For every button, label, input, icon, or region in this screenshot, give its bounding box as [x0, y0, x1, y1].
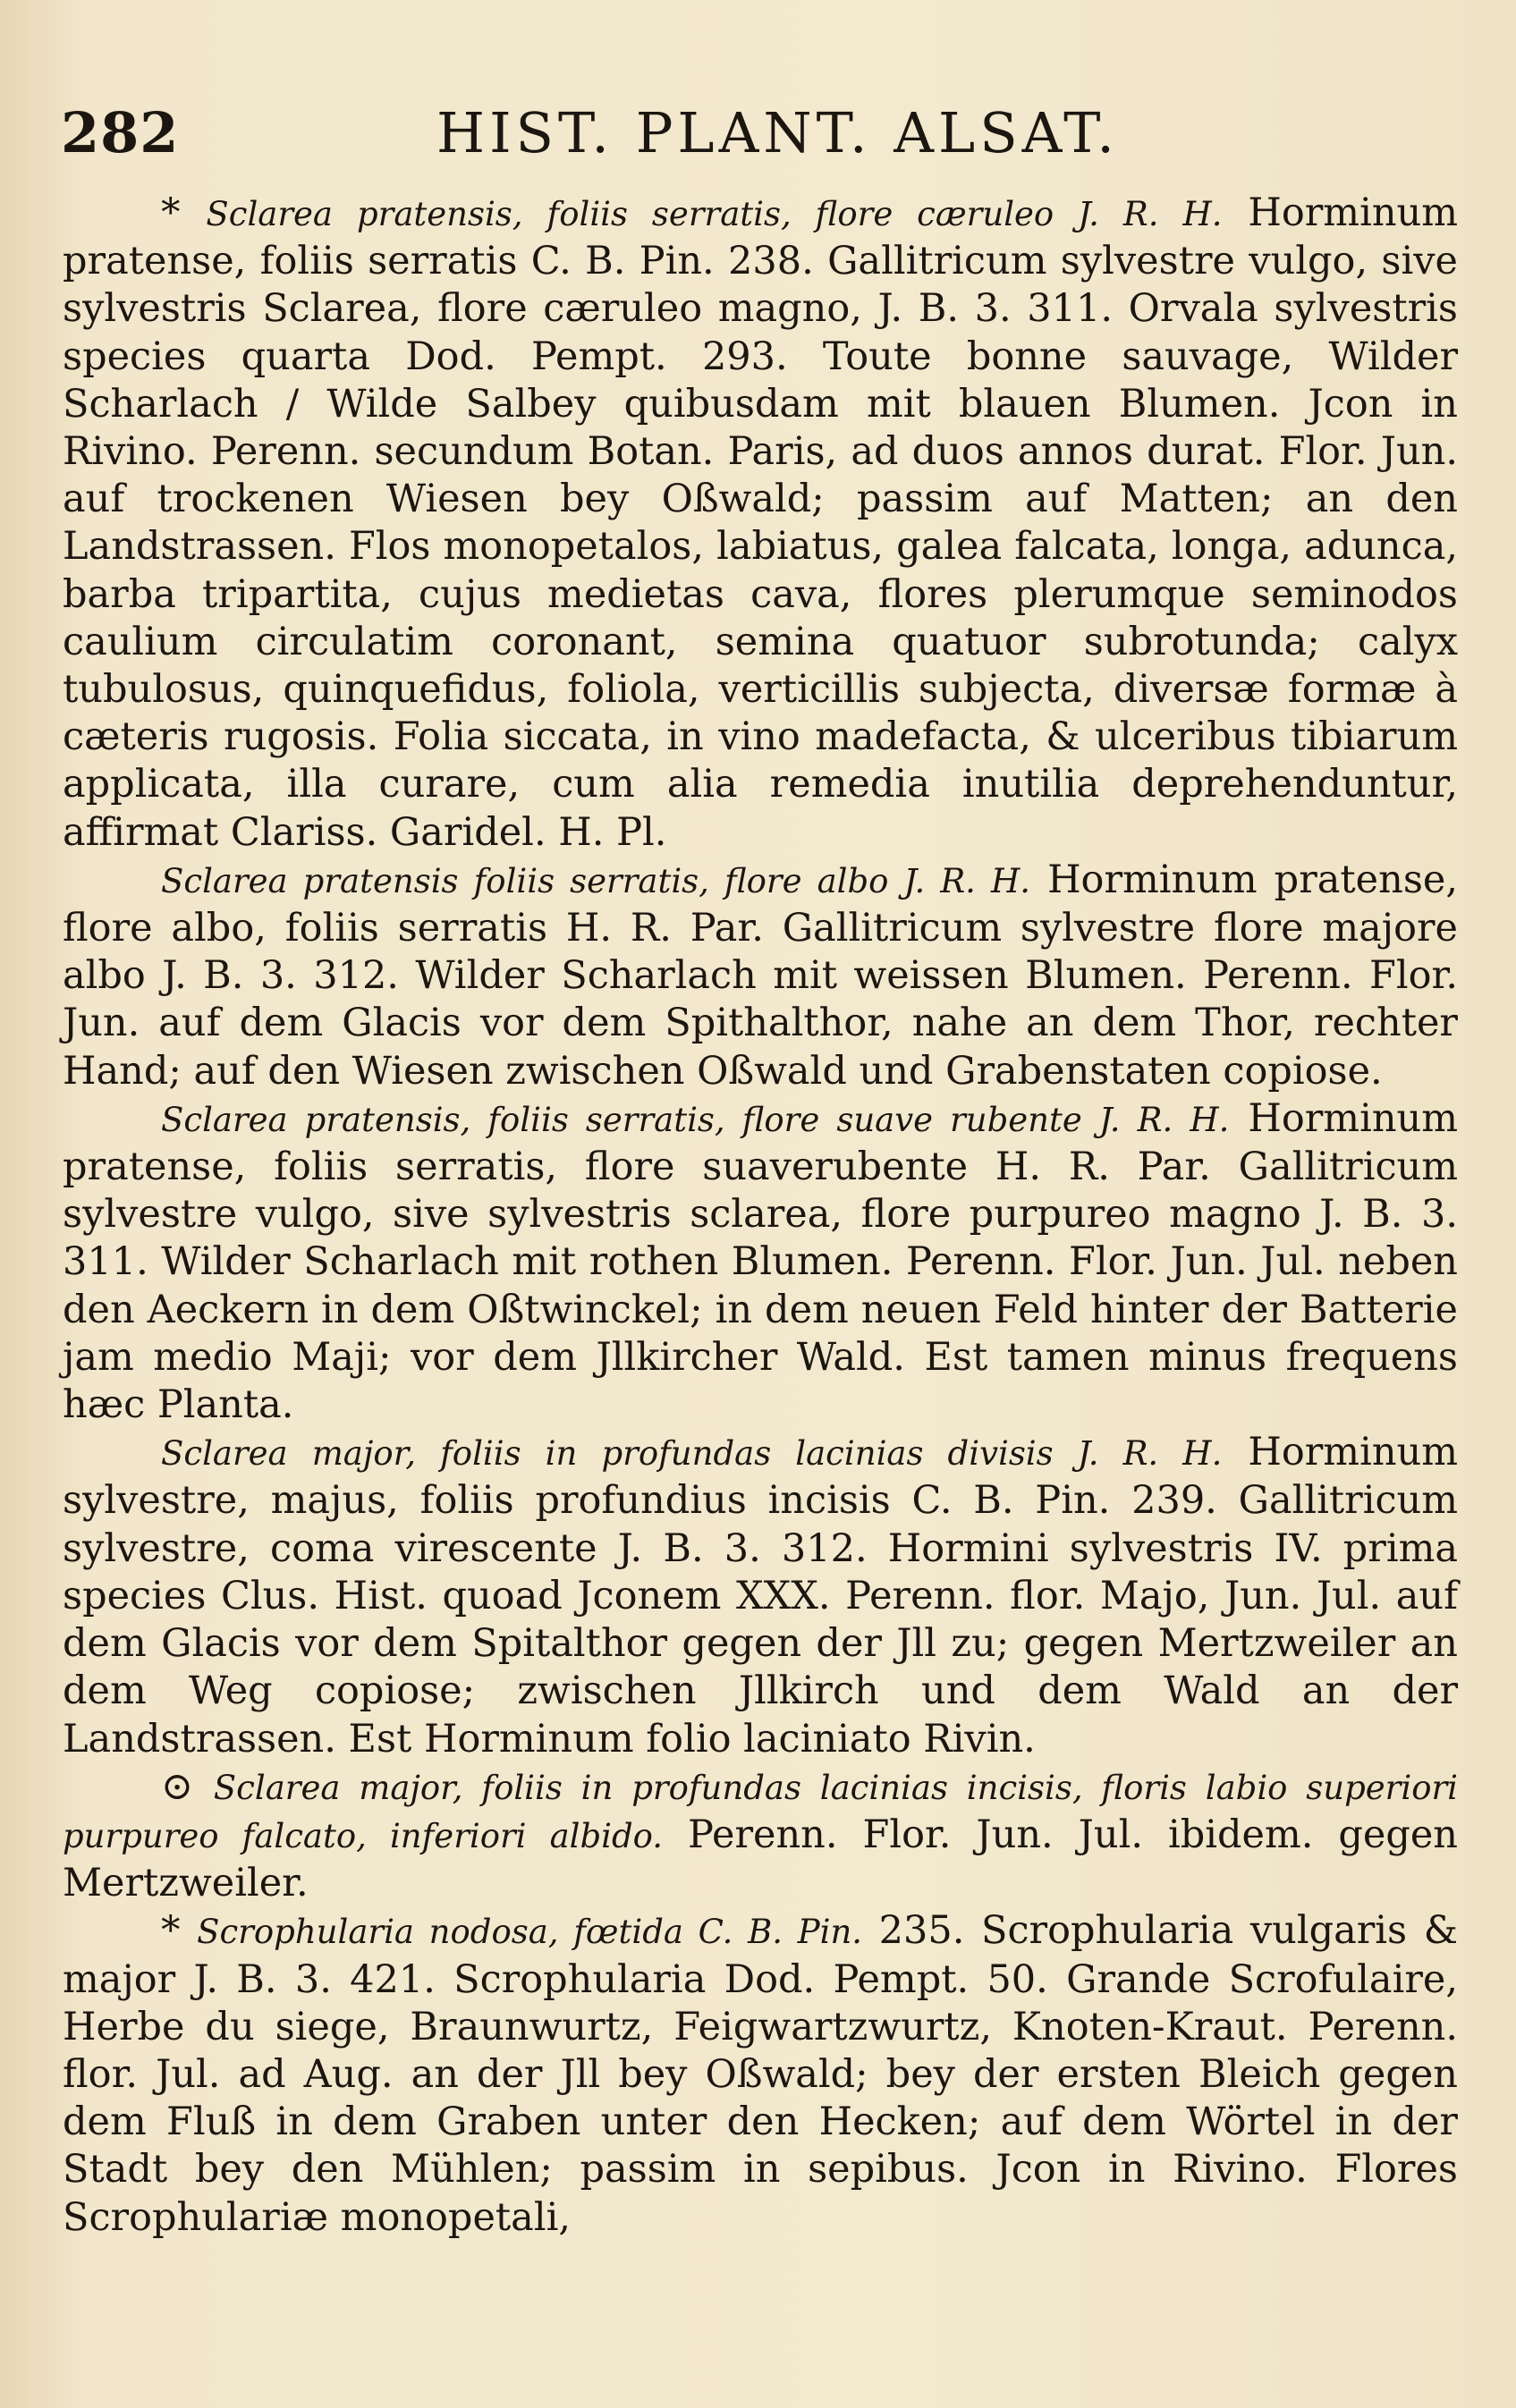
entry-text: 235. Scrophularia vulgaris & major J. B. 3. 421. Scrophularia Dod. Pempt. 50. Grande Scrofulaire, Herbe du siege, Braunwurtz, Feigwartzwurtz, Knoten-Kraut. Perenn. flor. Jul. ad Aug. an der Jll bey Oßwald; bey der ersten Bleich gegen dem Fluß in dem Graben unter den Hecken; auf dem Wörtel in der Stadt bey den Mühlen; passim in sepibus. Jcon in Rivino. Flores Scrophulariæ monopetali, [63, 1908, 1459, 2240]
page-number: 282 [61, 100, 180, 165]
entry-text: Horminum pratense, foliis serratis, flore suaverubente H. R. Par. Gallitricum sylvestre vulgo, sive sylvestris sclarea, flore purpureo magno J. B. 3. 311. Wilder Scharlach mit rothen Blumen. Perenn. Flor. Jun. Jul. neben den Aeckern in dem Oßtwinckel; in dem neuen Feld hinter der Batterie jam medio Maji; vor dem Jllkircher Wald. Est tamen minus frequens hæc Planta. [63, 1095, 1458, 1428]
entry-name: Sclarea pratensis, foliis serratis, flore suave rubente J. R. H. [161, 1100, 1230, 1139]
entry-scrophularia-nodosa [63, 1907, 1458, 2241]
entry-symbol: ⊙ [161, 1763, 194, 1809]
page-header [61, 100, 1444, 181]
entry-symbol: * [161, 190, 181, 235]
entry-name: Sclarea major, foliis in profundas lacinias incisis, floris labio superiori purpureo falcato, inferiori albido. [63, 1768, 1458, 1855]
entry-name: Sclarea pratensis foliis serratis, flore albo J. R. H. [161, 861, 1031, 900]
running-title: HIST. PLANT. ALSAT. [436, 100, 1120, 165]
entry-sclarea-pratensis-caeruleo [63, 190, 1458, 857]
entry-symbol: * [161, 1908, 181, 1954]
entry-sclarea-major-incisis [63, 1763, 1458, 1908]
entry-text: Horminum pratense, foliis serratis C. B. Pin. 238. Gallitricum sylvestre vulgo, sive sylvestris Sclarea, flore cæruleo magno, J. B. 3. 311. Orvala sylvestris species quarta Dod. Pempt. 293. Toute bonne sauvage, Wilder Scharlach / Wilde Salbey quibusdam mit blauen Blumen. Jcon in Rivino. Perenn. secundum Botan. Paris, ad duos annos durat. Flor. Jun. auf trockenen Wiesen bey Oßwald; passim auf Matten; an den Landstrassen. Flos monopetalos, labiatus, galea falcata, longa, adunca, barba tripartita, cujus medietas cava, flores plerumque seminodos caulium circulatim coronant, semina quatuor subrotunda; calyx tubulosus, quinquefidus, foliola, verticillis subjecta, diversæ formæ à cæteris rugosis. Folia siccata, in vino madefacta, & ulceribus tibiarum applicata, illa curare, cum alia remedia inutilia deprehenduntur, affirmat Clariss. Garidel. H. Pl. [63, 190, 1458, 855]
entry-sclarea-pratensis-albo [63, 857, 1458, 1095]
entry-sclarea-major-divisis [63, 1429, 1458, 1762]
entry-text: Horminum sylvestre, majus, foliis profundius incisis C. B. Pin. 239. Gallitricum sylvestre, coma virescente J. B. 3. 312. Hormini sylvestris IV. prima species Clus. Hist. quoad Jconem XXX. Perenn. flor. Majo, Jun. Jul. auf dem Glacis vor dem Spitalthor gegen der Jll zu; gegen Mertzweiler an dem Weg copiose; zwischen Jllkirch und dem Wald an der Landstrassen. Est Horminum folio laciniato Rivin. [63, 1430, 1458, 1762]
entry-name: Sclarea major, foliis in profundas lacinias divisis J. R. H. [161, 1434, 1223, 1474]
body-text [63, 190, 1458, 2242]
entry-sclarea-pratensis-rubente [63, 1095, 1458, 1429]
entry-text: Perenn. Flor. Jun. Jul. ibidem. gegen Mertzweiler. [63, 1812, 1459, 1906]
entry-name: Sclarea pratensis, foliis serratis, flore cæruleo J. R. H. [206, 195, 1223, 233]
entry-text: Horminum pratense, flore albo, foliis serratis H. R. Par. Gallitricum sylvestre flore majore albo J. B. 3. 312. Wilder Scharlach mit weissen Blumen. Perenn. Flor. Jun. auf dem Glacis vor dem Spithalthor, nahe an dem Thor, rechter Hand; auf den Wiesen zwischen Oßwald und Grabenstaten copiose. [63, 857, 1459, 1094]
entry-name: Scrophularia nodosa, fœtida C. B. Pin. [197, 1913, 863, 1952]
